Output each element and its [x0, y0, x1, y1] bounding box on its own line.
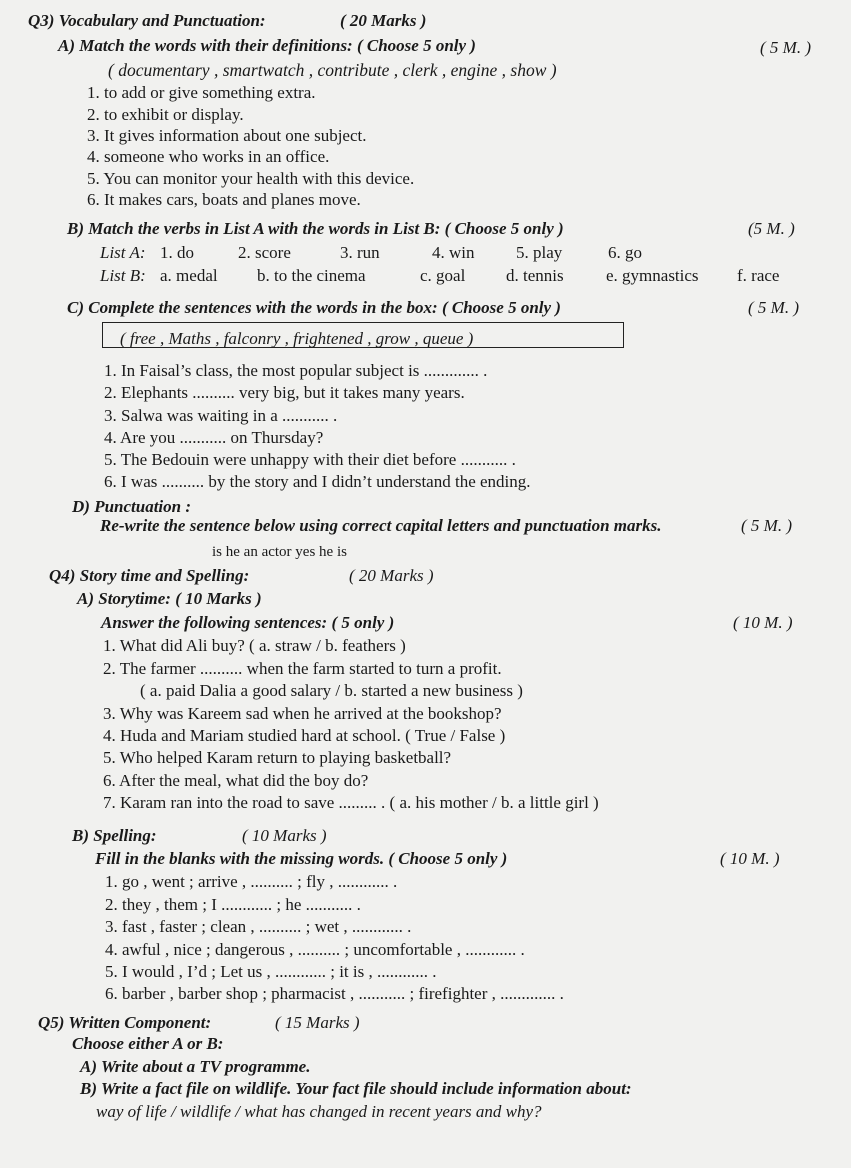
q3a-item: 5. You can monitor your health with this device. — [87, 169, 415, 188]
q4-marks: ( 20 Marks ) — [349, 566, 434, 585]
q4a-item: 1. What did Ali buy? ( a. straw / b. feathers ) — [103, 636, 406, 655]
q3-title: Q3) Vocabulary and Punctuation: — [28, 11, 266, 30]
q3a-item: 4. someone who works in an office. — [87, 147, 330, 166]
list-b-label: List B: — [100, 266, 146, 285]
list-b-item: f. race — [737, 266, 780, 285]
q5-option-b: B) Write a fact file on wildlife. Your fact file should include information about: — [80, 1079, 632, 1098]
q4a-item: 2. The farmer .......... when the farm started to turn a profit. — [103, 659, 502, 678]
q5-choose: Choose either A or B: — [72, 1034, 224, 1053]
list-b-item: d. tennis — [506, 266, 564, 285]
q3c-item: 4. Are you ........... on Thursday? — [104, 428, 324, 447]
q4a-item: 4. Huda and Mariam studied hard at school. ( True / False ) — [103, 726, 506, 745]
q3a-item: 1. to add or give something extra. — [87, 83, 316, 102]
q3-marks: ( 20 Marks ) — [340, 11, 427, 30]
list-a-item: 6. go — [608, 243, 642, 262]
q4b-heading-marks: ( 10 Marks ) — [242, 826, 327, 845]
q4a-marks: ( 10 M. ) — [733, 613, 793, 632]
q5-option-b-points: way of life / wildlife / what has changed in recent years and why? — [96, 1102, 542, 1121]
q4a-heading: A) Storytime: ( 10 Marks ) — [77, 589, 262, 608]
q4b-instruction: Fill in the blanks with the missing words. ( Choose 5 only ) — [95, 849, 508, 868]
q3a-item: 6. It makes cars, boats and planes move. — [87, 190, 361, 209]
q5-title: Q5) Written Component: — [38, 1013, 212, 1032]
q3a-heading: A) Match the words with their definitions: ( Choose 5 only ) — [58, 36, 476, 55]
q3c-item: 5. The Bedouin were unhappy with their diet before ........... . — [104, 450, 516, 469]
q3a-word-bank: ( documentary , smartwatch , contribute , clerk , engine , show ) — [108, 60, 557, 80]
q4b-item: 6. barber , barber shop ; pharmacist , ........... ; firefighter , ............. . — [105, 984, 564, 1003]
list-b-item: c. goal — [420, 266, 466, 285]
list-a-item: 4. win — [432, 243, 475, 262]
list-a-item: 5. play — [516, 243, 563, 262]
list-b-item: a. medal — [160, 266, 218, 285]
q3b-marks: (5 M. ) — [748, 219, 795, 238]
q3c-heading: C) Complete the sentences with the words in the box: ( Choose 5 only ) — [67, 298, 561, 317]
list-b-item: e. gymnastics — [606, 266, 699, 285]
q4b-marks: ( 10 M. ) — [720, 849, 780, 868]
q3a-item: 2. to exhibit or display. — [87, 105, 244, 124]
q5-option-a: A) Write about a TV programme. — [80, 1057, 311, 1076]
list-a-item: 3. run — [340, 243, 380, 262]
q3c-item: 3. Salwa was waiting in a ........... . — [104, 406, 338, 425]
q4b-item: 4. awful , nice ; dangerous , .......... ; uncomfortable , ............ . — [105, 940, 525, 959]
q4a-item: 5. Who helped Karam return to playing basketball? — [103, 748, 452, 767]
q4a-options: ( a. paid Dalia a good salary / b. started a new business ) — [140, 681, 523, 700]
q3c-marks: ( 5 M. ) — [748, 298, 799, 317]
list-a-item: 2. score — [238, 243, 291, 262]
q4b-item: 3. fast , faster ; clean , .......... ; wet , ............ . — [105, 917, 412, 936]
q4b-heading: B) Spelling: — [72, 826, 157, 845]
q3a-marks: ( 5 M. ) — [760, 38, 811, 57]
word-box-text: ( free , Maths , falconry , frightened , grow , queue ) — [120, 329, 474, 348]
q3b-heading: B) Match the verbs in List A with the words in List B: ( Choose 5 only ) — [67, 219, 564, 238]
q3d-sentence: is he an actor yes he is — [212, 544, 347, 560]
q3a-item: 3. It gives information about one subject. — [87, 126, 367, 145]
list-a-item: 1. do — [160, 243, 194, 262]
q4a-item: 7. Karam ran into the road to save ......... . ( a. his mother / b. a little girl ) — [103, 793, 599, 812]
q4a-item: 3. Why was Kareem sad when he arrived at the bookshop? — [103, 704, 502, 723]
q3c-item: 1. In Faisal’s class, the most popular subject is ............. . — [104, 361, 488, 380]
q4b-item: 5. I would , I’d ; Let us , ............ ; it is , ............ . — [105, 962, 437, 981]
q3d-marks: ( 5 M. ) — [741, 516, 792, 535]
q3d-instruction: Re-write the sentence below using correct capital letters and punctuation marks. — [100, 516, 662, 535]
q4a-item: 6. After the meal, what did the boy do? — [103, 771, 369, 790]
q5-marks: ( 15 Marks ) — [275, 1013, 360, 1032]
q3d-heading: D) Punctuation : — [72, 497, 192, 516]
q4a-instruction: Answer the following sentences: ( 5 only ) — [101, 613, 395, 632]
q4b-item: 1. go , went ; arrive , .......... ; fly , ............ . — [105, 872, 398, 891]
list-b-item: b. to the cinema — [257, 266, 366, 285]
q3c-item: 6. I was .......... by the story and I didn’t understand the ending. — [104, 472, 531, 491]
q3c-item: 2. Elephants .......... very big, but it takes many years. — [104, 383, 465, 402]
q4-title: Q4) Story time and Spelling: — [49, 566, 250, 585]
list-a-label: List A: — [100, 243, 146, 262]
q4b-item: 2. they , them ; I ............ ; he ........... . — [105, 895, 361, 914]
